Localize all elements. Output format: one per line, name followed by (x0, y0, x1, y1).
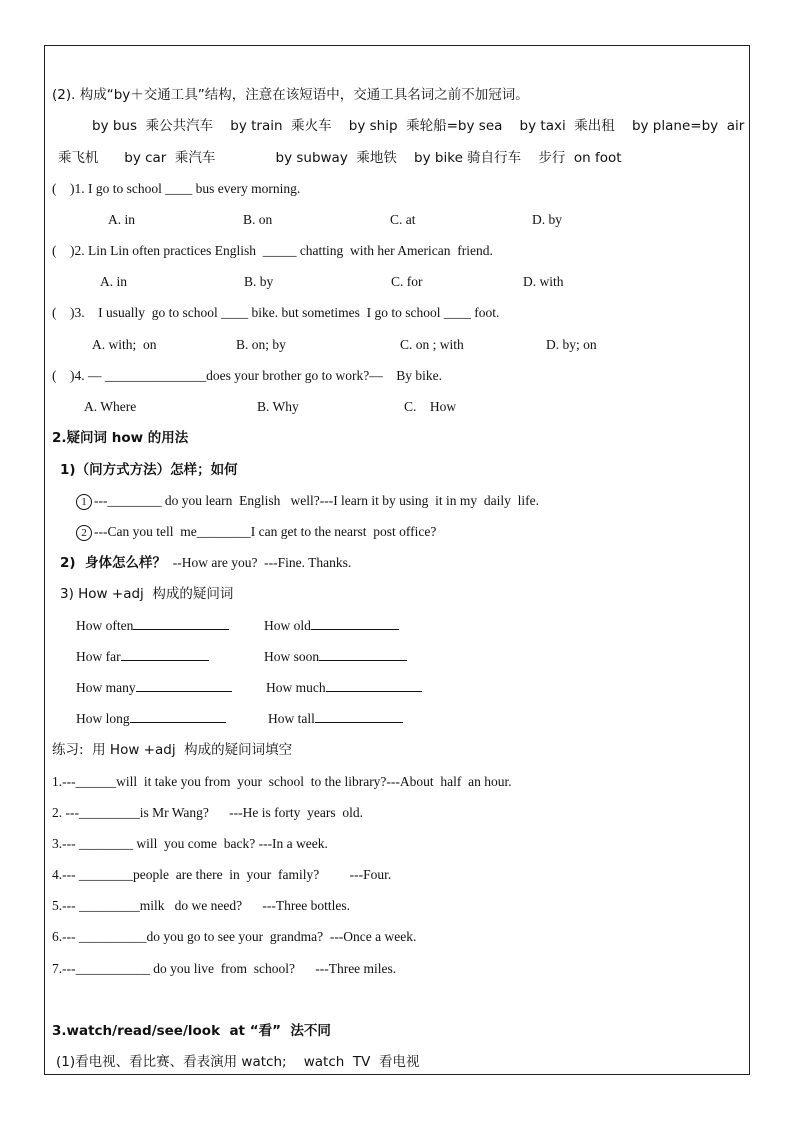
how-old-item (264, 617, 399, 635)
how-much-item (266, 679, 422, 697)
how-many-item (76, 679, 232, 697)
how-usage-1: 1)（问方式方法）怎样；如何 (60, 462, 238, 478)
practice-item-5: 5.--- _________milk do we need? ---Three bottles. (52, 898, 351, 913)
circled-number-2: 2 (76, 525, 92, 541)
how-soon-label: How soon (264, 649, 320, 664)
q2-option-a: A. in (100, 274, 127, 289)
practice-title: 练习: 用 How +adj 构成的疑问词填空 (52, 742, 293, 758)
answer-blank[interactable] (311, 617, 399, 630)
example-2-text: ---Can you tell me________I can get to the nearst post office? (94, 524, 437, 539)
how-old-label: How old (264, 618, 311, 633)
q2-option-d: D. with (523, 274, 564, 289)
q1-option-c: C. at (390, 212, 416, 227)
how-usage-2-example: --How are you? ---Fine. Thanks. (165, 555, 352, 570)
how-usage-3: 3) How +adj 构成的疑问词 (60, 586, 234, 602)
transport-phrases-line1: by bus 乘公共汽车 by train 乘火车 by ship 乘轮船=by sea by taxi 乘出租 by plane=by air (92, 118, 745, 134)
circled-number-1: 1 (76, 494, 92, 510)
answer-blank[interactable] (326, 679, 422, 692)
q2-option-c: C. for (391, 274, 423, 289)
section1-heading: (2). 构成“by＋交通工具”结构，注意在该短语中，交通工具名词之前不加冠词。 (52, 87, 529, 103)
question-4: ( )4. — _______________does your brother go to work?— By bike. (52, 368, 442, 383)
practice-item-2: 2. ---_________is Mr Wang? ---He is forty years old. (52, 805, 363, 820)
how-often-item (76, 617, 229, 635)
answer-blank[interactable] (133, 617, 229, 630)
answer-blank[interactable] (130, 710, 226, 723)
q1-option-b: B. on (243, 212, 273, 227)
q1-option-a: A. in (108, 212, 135, 227)
how-often-label: How often (76, 618, 134, 633)
example-1-text: ---________ do you learn English well?---I learn it by using it in my daily life. (94, 493, 540, 508)
section2-heading: 2.疑问词 how 的用法 (52, 430, 189, 446)
q3-option-a: A. with; on (92, 337, 157, 352)
question-2: ( )2. Lin Lin often practices English _____ chatting with her American friend. (52, 243, 493, 258)
watch-usage-line: (1)看电视、看比赛、看表演用 watch; watch TV 看电视 (56, 1054, 420, 1070)
how-tall-label: How tall (268, 711, 315, 726)
practice-item-6: 6.--- __________do you go to see your grandma? ---Once a week. (52, 929, 417, 944)
q2-option-b: B. by (244, 274, 274, 289)
practice-item-7: 7.---___________ do you live from school? ---Three miles. (52, 961, 397, 976)
q3-option-c: C. on ; with (400, 337, 464, 352)
answer-blank[interactable] (136, 679, 232, 692)
question-1: ( )1. I go to school ____ bus every morning. (52, 181, 301, 196)
how-usage-2-label: 2) 身体怎么样？ (60, 555, 166, 571)
practice-item-4: 4.--- ________people are there in your family? ---Four. (52, 867, 392, 882)
q4-option-b: B. Why (257, 399, 299, 414)
how-far-label: How far (76, 649, 121, 664)
how-tall-item (268, 710, 403, 728)
how-many-label: How many (76, 680, 136, 695)
answer-blank[interactable] (315, 710, 403, 723)
answer-blank[interactable] (319, 648, 407, 661)
section3-heading: 3.watch/read/see/look at “看” 法不同 (52, 1023, 331, 1039)
practice-item-1: 1.---______will it take you from your school to the library?---About half an hour. (52, 774, 512, 789)
how-much-label: How much (266, 680, 326, 695)
q3-option-d: D. by; on (546, 337, 597, 352)
answer-blank[interactable] (121, 648, 209, 661)
transport-phrases-line2: 乘飞机 by car 乘汽车 by subway 乘地铁 by bike 骑自行车 步行 on foot (58, 150, 622, 166)
q3-option-b: B. on; by (236, 337, 286, 352)
how-far-item (76, 648, 209, 666)
q4-option-c: C. How (404, 399, 457, 414)
example-1 (76, 492, 539, 510)
how-soon-item (264, 648, 407, 666)
example-2 (76, 523, 436, 541)
how-long-label: How long (76, 711, 130, 726)
practice-item-3: 3.--- ________ will you come back? ---In a week. (52, 836, 328, 851)
q4-option-a: A. Where (84, 399, 137, 414)
q1-option-d: D. by (532, 212, 562, 227)
how-long-item (76, 710, 226, 728)
how-usage-2 (60, 554, 351, 572)
question-3: ( )3. I usually go to school ____ bike. but sometimes I go to school ____ foot. (52, 305, 500, 320)
